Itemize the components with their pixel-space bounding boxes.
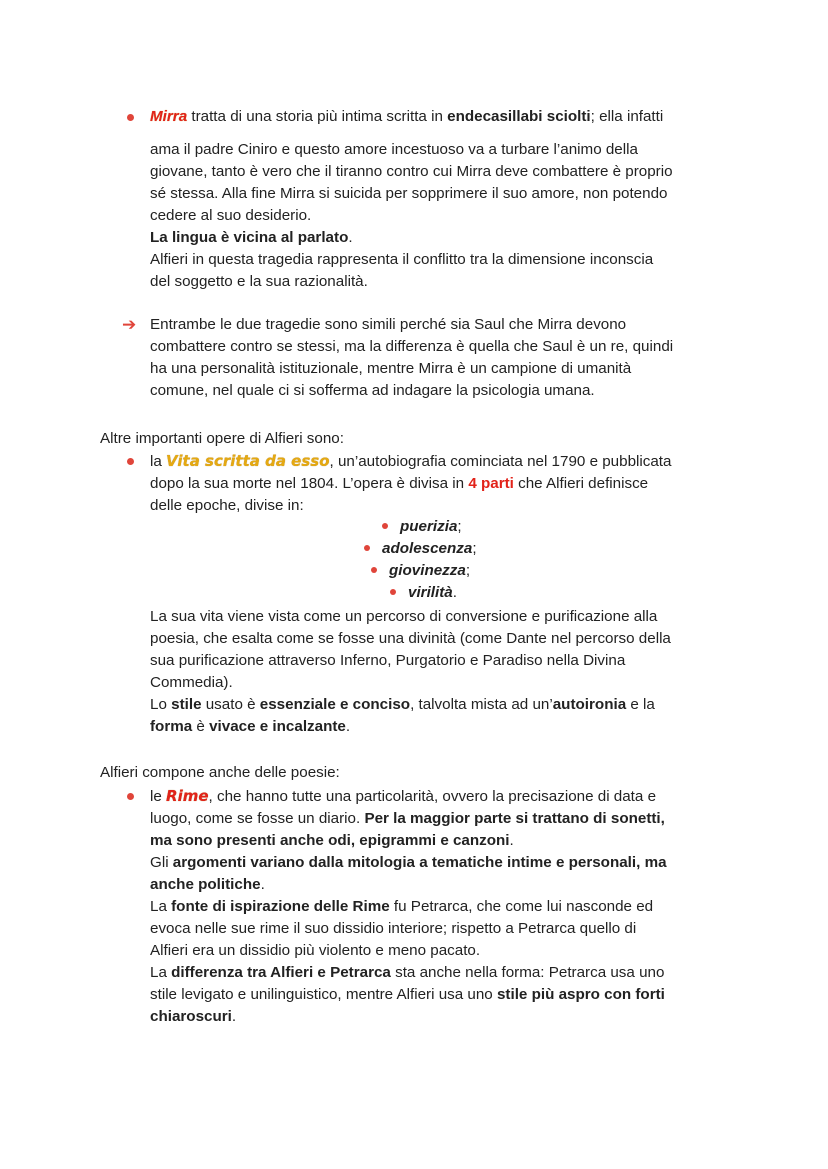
epoch-item: puerizia; [382,516,462,538]
epoch-item: adolescenza; [364,538,477,560]
bullet-icon [382,523,388,529]
parts-count: 4 parti [468,475,514,492]
epoch-item: virilità. [390,582,457,604]
bullet-mirra [127,114,134,121]
mirra-language-note: La lingua è vicina al parlato. [150,229,353,246]
rime-title: Rime [166,787,209,805]
mirra-line-1: Mirra tratta di una storia più intima scritta in endecasillabi sciolti; ella infatti [150,108,664,125]
mirra-title: Mirra [150,108,188,125]
mirra-body: ama il padre Ciniro e questo amore incestuoso va a turbare l’animo della giovane, tanto è vero che il tiranno contro cui Mirra deve combattere è proprio sé stessa. Alla fine Mirra si suicida per sopprimere il suo amore, non potendo cedere al suo desiderio. La lingua è vicina al parlato. Alfieri in questa tragedia rappresenta il conflitto tra la dimensione inconscia del soggetto e la sua razionalità. [150,141,673,290]
other-works-heading: Altre importanti opere di Alfieri sono: [100,430,344,447]
style-line: Lo stile usato è essenziale e conciso, talvolta mista ad un’autoironia e la [150,696,655,713]
vita-paragraph: la Vita scritta da esso, un’autobiografia cominciata nel 1790 e pubblicata dopo la sua morte nel 1804. L’opera è divisa in 4 parti che Alfieri definisce delle epoche, divise in: [150,452,672,514]
bullet-vita [127,458,134,465]
comparison-paragraph: Entrambe le due tragedie sono simili perché sia Saul che Mirra devono combattere contro se stessi, ma la differenza è quella che Saul è un re, quindi ha una personalità istituzionale, mentre Mirra è un campione di umanità comune, nel quale ci si sofferma ad indagare la psicologia umana. [150,316,674,399]
vita-title: Vita scritta da esso [166,452,330,470]
bullet-icon [390,589,396,595]
epoch-item: giovinezza; [371,560,470,582]
arrow-right-icon: ➔ [122,315,137,334]
bullet-icon [371,567,377,573]
vita-description: La sua vita viene vista come un percorso di conversione e purificazione alla poesia, che esalta come se fosse una divinità (come Dante nel percorso della sua purificazione attraverso Inferno, Purgatorio e Paradiso nella Divina Commedia). Lo stile usato è essenziale e conciso, talvolta mista ad un’autoironia e la forma è vivace e incalzante. [150,606,671,738]
bullet-rime [127,793,134,800]
bullet-icon [364,545,370,551]
mirra-paragraph [150,106,663,128]
form-line: forma è vivace e incalzante. [150,718,351,735]
poems-heading: Alfieri compone anche delle poesie: [100,764,340,781]
rime-paragraph: le Rime, che hanno tutte una particolarità, ovvero la precisazione di data e luogo, come se fosse un diario. Per la maggior parte si trattano di sonetti, ma sono presenti anche odi, epigrammi e canzoni. Gli argomenti variano dalla mitologia a tematiche intime e personali, ma anche politiche. La fonte di ispirazione delle Rime fu Petrarca, che come lui nasconde ed evoca nelle sue rime il suo dissidio interiore; rispetto a Petrarca quello di Alfieri era un dissidio più violento e meno pacato. La differenza tra Alfieri e Petrarca sta anche nella forma: Petrarca usa uno stile levigato e unilinguistico, mentre Alfieri usa uno stile più aspro con forti chiaroscuri. [150,787,667,1025]
